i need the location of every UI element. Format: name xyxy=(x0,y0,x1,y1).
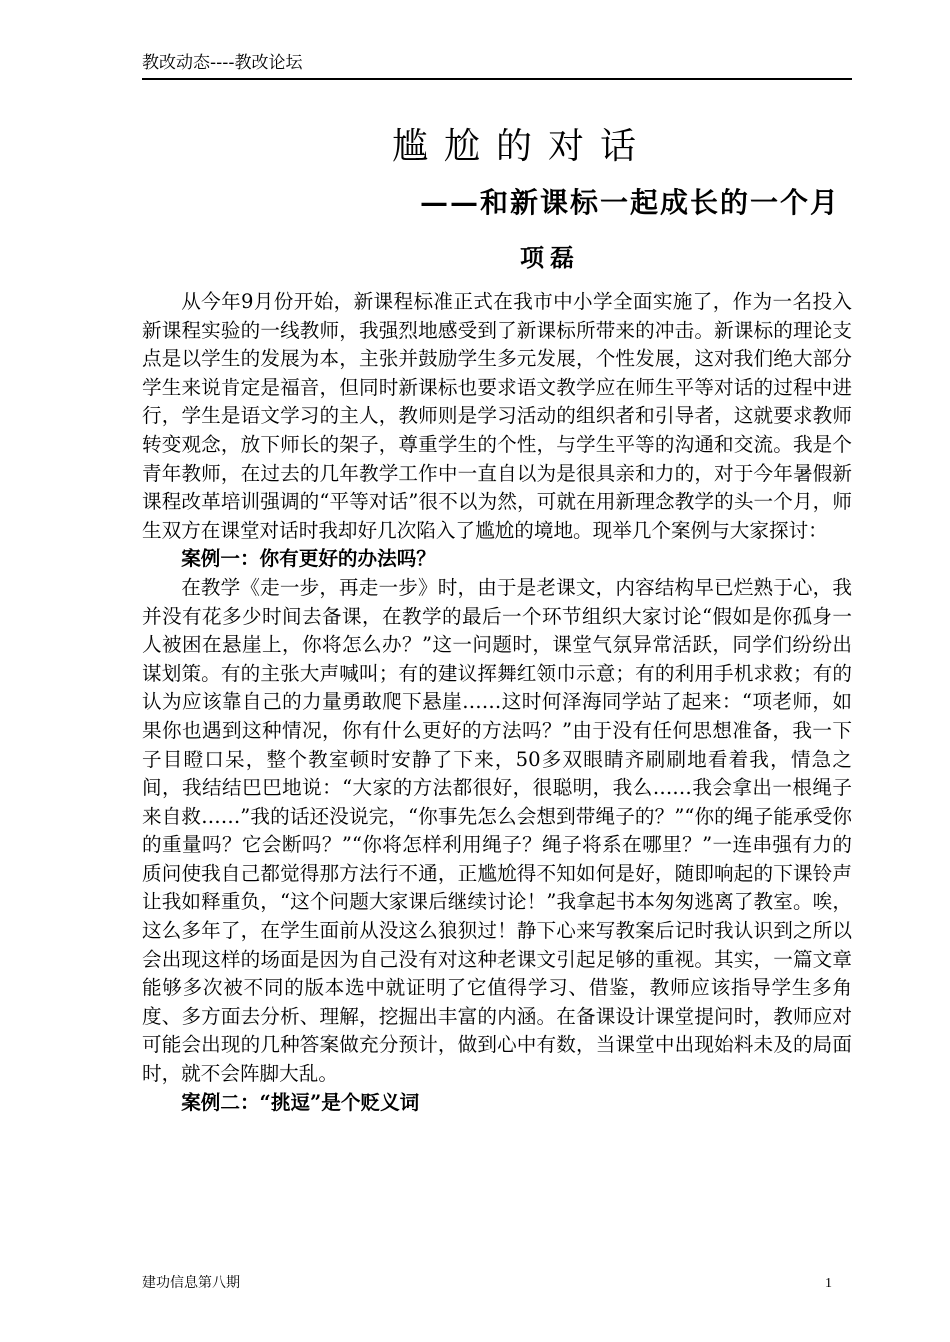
paragraph-intro: 从今年9月份开始，新课程标准正式在我市中小学全面实施了，作为一名投入新课程实验的一线教师，我强烈地感受到了新课标所带来的冲击。新课标的理论支点是以学生的发展为本，主张并鼓励学生多元发展，个性发展，这对我们绝大部分学生来说肯定是福音，但同时新课标也要求语文教学应在师生平等对话的过程中进行，学生是语文学习的主人，教师则是学习活动的组织者和引导者，这就要求教师转变观念，放下师长的架子，尊重学生的个性，与学生平等的沟通和交流。我是个青年教师，在过去的几年教学工作中一直自以为是很具亲和力的，对于今年暑假新课程改革培训强调的“平等对话”很不以为然，可就在用新理念教学的头一个月，师生双方在课堂对话时我却好几次陷入了尴尬的境地。现举几个案例与大家探讨： xyxy=(142,290,852,542)
article-title: 尴尬的对话 xyxy=(391,126,652,167)
page-footer xyxy=(142,1274,832,1294)
article-subtitle: ——和新课标一起成长的一个月 xyxy=(420,186,841,219)
footer-publication: 建功信息第八期 xyxy=(142,1276,240,1291)
page-number: 1 xyxy=(825,1276,832,1291)
case-two-heading: 案例二：“挑逗”是个贬义词 xyxy=(181,1090,420,1114)
article-body xyxy=(142,288,852,1117)
paragraph-case-one: 在教学《走一步，再走一步》时，由于是老课文，内容结构早已烂熟于心，我并没有花多少时间去备课，在教学的最后一个环节组织大家讨论“假如是你孤身一人被困在悬崖上，你将怎么办？”这一问题时，课堂气氛异常活跃，同学们纷纷出谋划策。有的主张大声喊叫；有的建议挥舞红领巾示意；有的利用手机求救；有的认为应该靠自己的力量勇敢爬下悬崖……这时何泽海同学站了起来：“项老师，如果你也遇到这种情况，你有什么更好的方法吗？”由于没有任何思想准备，我一下子目瞪口呆，整个教室顿时安静了下来，50多双眼睛齐刷刷地看着我，情急之间，我结结巴巴地说：“大家的方法都很好，很聪明，我么……我会拿出一根绳子来自救……”我的话还没说完，“你事先怎么会想到带绳子的？”“你的绳子能承受你的重量吗？它会断吗？”“你将怎样利用绳子？绳子将系在哪里？”一连串强有力的质问使我自己都觉得那方法行不通，正尴尬得不知如何是好，随即响起的下课铃声让我如释重负，“这个问题大家课后继续讨论！”我拿起书本匆匆逃离了教室。唉，这么多年了，在学生面前从没这么狼狈过！静下心来写教案后记时我认识到之所以会出现这样的场面是因为自己没有对这种老课文引起足够的重视。其实，一篇文章能够多次被不同的版本选中就证明了它值得学习、借鉴，教师应该指导学生多角度、多方面去分析、理解，挖掘出丰富的内涵。在备课设计课堂提问时，教师应对可能会出现的几种答案做充分预计，做到心中有数，当课堂中出现始料未及的局面时，就不会阵脚大乱。 xyxy=(142,575,852,1086)
header-text: 教改动态----教改论坛 xyxy=(142,53,303,73)
article-author: 项磊 xyxy=(520,243,580,272)
page-header xyxy=(142,52,852,80)
case-one-heading: 案例一：你有更好的办法吗？ xyxy=(181,547,436,571)
